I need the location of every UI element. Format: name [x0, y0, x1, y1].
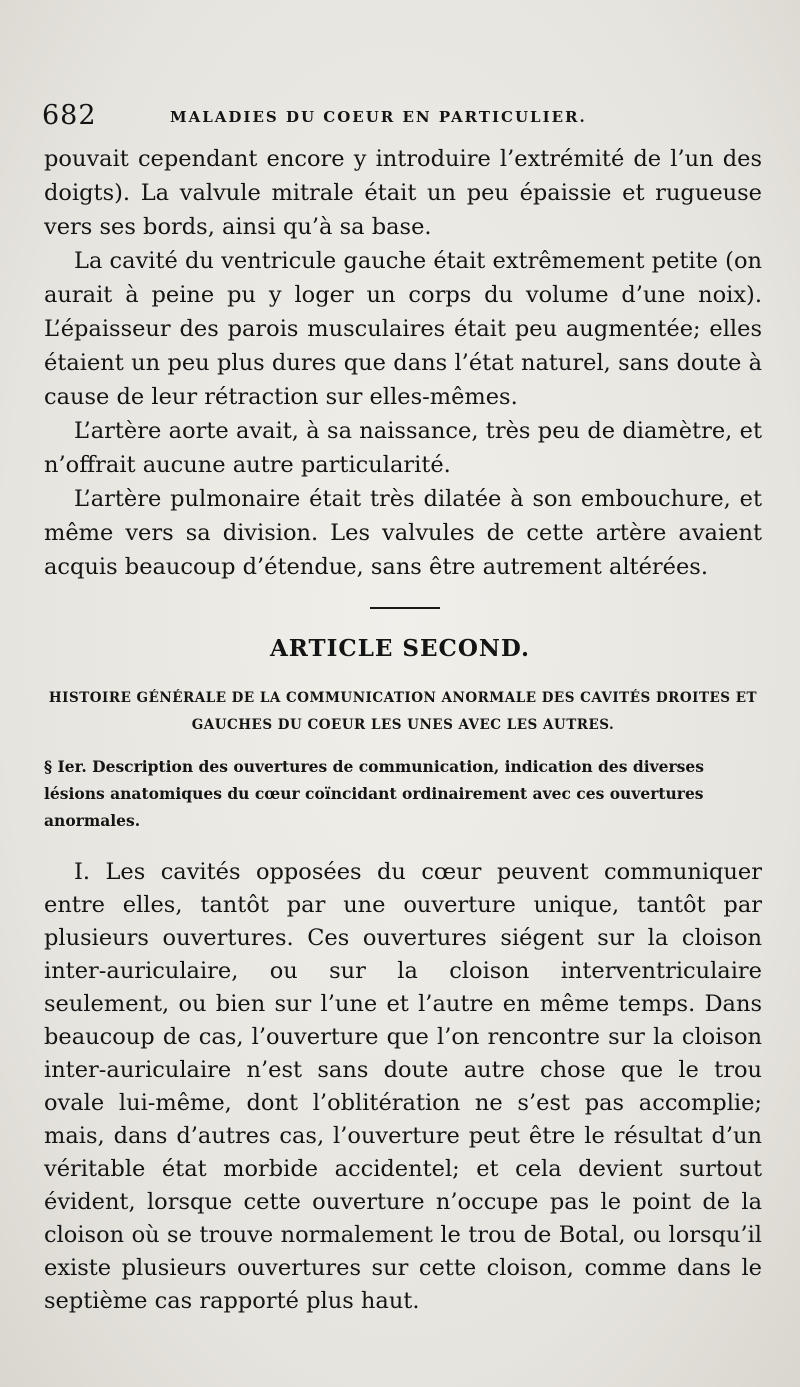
history-heading: HISTOIRE GÉNÉRALE DE LA COMMUNICATION ANORMALE DES CAVITÉS DROITES ET GAUCHES DU COEUR LES UNES AVEC LES AUTRES. [48, 690, 758, 733]
paragraph: pouvait cependant encore y introduire l’extrémité de l’un des doigts). La valvule mitrale était un peu épaissie et rugueuse vers ses bords, ainsi qu’à sa base. [44, 146, 762, 240]
page-number: 682 [42, 100, 97, 131]
section-heading: § Ier. Description des ouvertures de communication, indication des diverses lésions anatomiques du cœur coïncidant ordinairement avec ces ouvertures anormales. [44, 757, 704, 830]
paragraph: I. Les cavités opposées du cœur peuvent communiquer entre elles, tantôt par une ouverture unique, tantôt par plusieurs ouvertures. Ces ouvertures siégent sur la cloison inter-auriculaire, ou sur la cloison interventriculaire seulement, ou bien sur l’une et l’autre en même temps. Dans beaucoup de cas, l’ouverture que l’on rencontre sur la cloison inter-auriculaire n’est sans doute autre chose que le trou ovale lui-même, dont l’oblitération ne s’est pas accomplie; mais, dans d’autres cas, l’ouverture peut être le résultat d’un véritable état morbide accidentel; et cela devient surtout évident, lorsque cette ouverture n’occupe pas le point de la cloison où se trouve normalement le trou de Botal, ou lorsqu’il existe plusieurs ouvertures sur cette cloison, comme dans le septième cas rapporté plus haut. [44, 859, 762, 1314]
paragraph: La cavité du ventricule gauche était extrêmement petite (on aurait à peine pu y loger un corps du volume d’une noix). L’épaisseur des parois musculaires était peu augmentée; elles étaient un peu plus dures que dans l’état naturel, sans doute à cause de leur rétraction sur elles-mêmes. [44, 248, 762, 410]
running-title: MALADIES DU COEUR EN PARTICULIER. [170, 108, 587, 126]
body-text-top [44, 142, 762, 584]
body-text-bottom [44, 856, 762, 1318]
paragraph: L’artère pulmonaire était très dilatée à son embouchure, et même vers sa division. Les valvules de cette artère avaient acquis beaucoup d’étendue, sans être autrement altérées. [44, 486, 762, 580]
section-divider [370, 607, 440, 609]
article-title: ARTICLE SECOND. [269, 635, 531, 662]
page-header [42, 100, 762, 134]
paragraph: L’artère aorte avait, à sa naissance, très peu de diamètre, et n’offrait aucune autre particularité. [44, 418, 762, 478]
